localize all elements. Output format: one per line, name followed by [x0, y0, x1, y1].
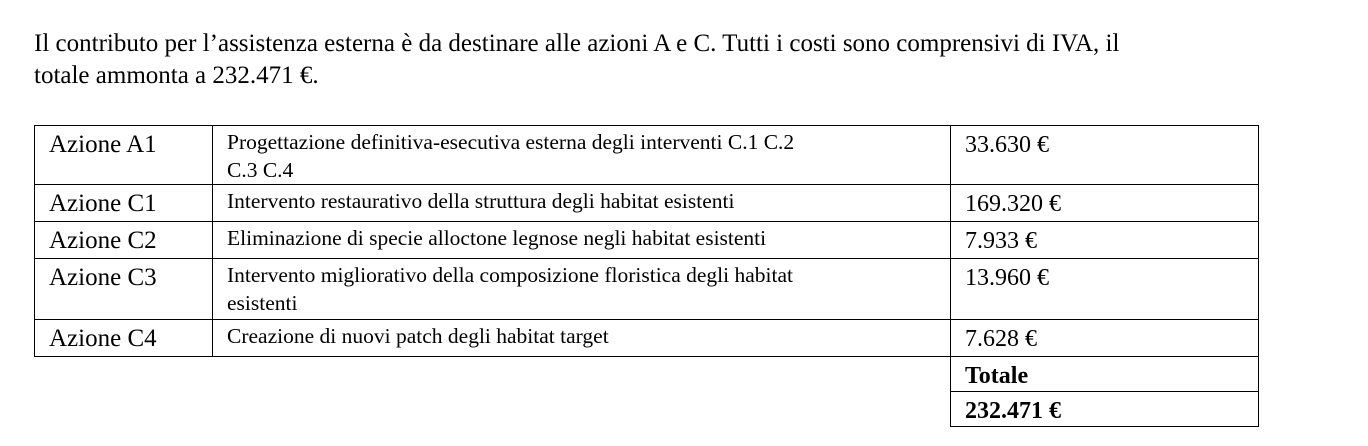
intro-line-2: totale ammonta a 232.471 €.: [34, 62, 319, 89]
azione-cell: Azione C3: [35, 259, 213, 320]
intro-paragraph: [34, 28, 1324, 92]
table-row: [35, 222, 1259, 259]
table-row: [35, 259, 1259, 320]
azione-cell: Azione C1: [35, 185, 213, 222]
empty-cell: [213, 392, 951, 427]
azione-cell: Azione C4: [35, 320, 213, 357]
descrizione-line: Intervento migliorativo della composizione floristica degli habitat: [227, 263, 794, 287]
totale-label: Totale: [951, 357, 1259, 392]
descrizione-cell: Eliminazione di specie alloctone legnose negli habitat esistenti: [213, 222, 951, 259]
descrizione-line: Progettazione definitiva-esecutiva esterna degli interventi C.1 C.2: [227, 130, 795, 154]
intro-line-1: Il contributo per l’assistenza esterna è da destinare alle azioni A e C. Tutti i costi sono comprensivi di IVA, il: [34, 30, 1120, 57]
table-row: [35, 185, 1259, 222]
descrizione-cell: [213, 126, 951, 185]
empty-cell: [213, 357, 951, 392]
descrizione-line: C.3 C.4: [227, 158, 294, 182]
descrizione-cell: Creazione di nuovi patch degli habitat target: [213, 320, 951, 357]
descrizione-cell: Intervento restaurativo della struttura degli habitat esistenti: [213, 185, 951, 222]
totale-value-row: [35, 392, 1259, 427]
importo-cell: 169.320 €: [951, 185, 1259, 222]
importo-cell: 7.933 €: [951, 222, 1259, 259]
azione-cell: Azione C2: [35, 222, 213, 259]
descrizione-cell: [213, 259, 951, 320]
importo-cell: 33.630 €: [951, 126, 1259, 185]
azione-cell: Azione A1: [35, 126, 213, 185]
importo-cell: 13.960 €: [951, 259, 1259, 320]
totale-value: 232.471 €: [951, 392, 1259, 427]
cost-table: [34, 125, 1259, 427]
empty-cell: [35, 357, 213, 392]
importo-cell: 7.628 €: [951, 320, 1259, 357]
table-row: [35, 126, 1259, 185]
table-row: [35, 320, 1259, 357]
empty-cell: [35, 392, 213, 427]
totale-label-row: [35, 357, 1259, 392]
descrizione-line: esistenti: [227, 291, 298, 315]
